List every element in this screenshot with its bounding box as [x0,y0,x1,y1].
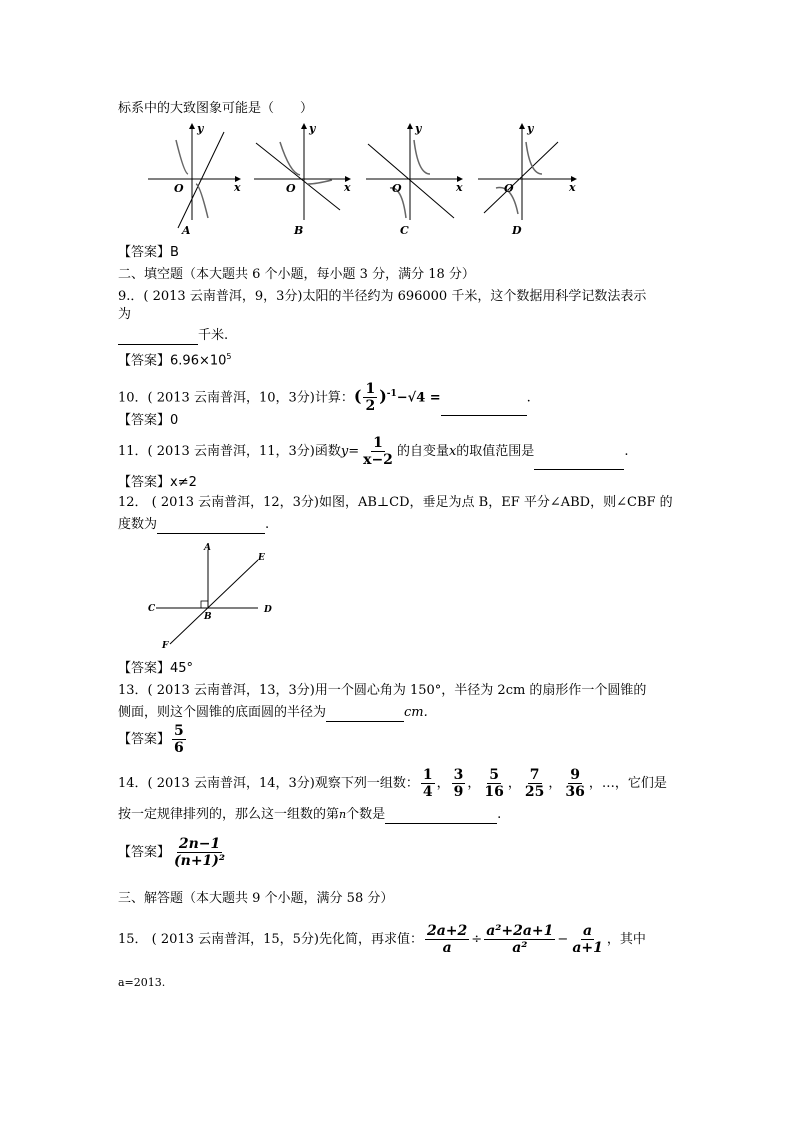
q12-prefix: 度数为 [118,517,158,532]
q11-fraction: $\frac{1}{x-2}$ [363,435,393,468]
q10-fraction: $\frac{1}{2}$ [365,381,376,415]
graph-b-x: x [344,181,351,194]
q14-answer-label: 【答案】 [118,845,171,860]
q11-suffix1: 的自变量 [396,444,449,459]
q9-blank[interactable] [118,330,198,345]
q12-fig-d: D [264,605,272,615]
q13-answer [118,722,188,760]
graph-c-origin: O [392,182,402,195]
q15-op1: ÷ [471,932,483,947]
q11-answer: 【答案】x≠2 [118,475,197,490]
q15-op2: − [557,932,569,947]
graph-d-y: y [527,122,534,135]
graph-c [366,122,463,237]
q14-answer [118,834,229,874]
q12-fig-e: E [258,553,265,563]
q13-prefix: 侧面，则这个圆锥的底面圆的半径为 [118,705,327,720]
q11-x: x [448,444,457,459]
q9-line3 [118,327,228,345]
q14-n: n [339,808,347,821]
q10-answer: 【答案】0 [118,413,179,428]
q9-answer-exp: 5 [226,352,232,361]
q14-blank[interactable] [385,809,497,824]
graph-a-x: x [234,181,241,194]
q11-y: y= [340,444,360,459]
q10-line: 10．( 2013 云南普洱，10，3分)计算：( $\frac{1}{2}$ )$^{-1}$−√4 = . [118,381,531,415]
q14-prefix: 14．( 2013 云南普洱，14，3分)观察下列一组数： [118,776,419,791]
q10-prefix: 10．( 2013 云南普洱，10，3分)计算： [118,390,354,406]
graph-b-y: y [309,122,316,135]
q12-answer: 【答案】45° [118,661,194,676]
graph-d-x: x [569,181,576,194]
section2-heading: 二、填空题（本大题共 6 个小题，每小题 3 分，满分 18 分） [118,267,475,282]
graph-a-y: y [197,122,204,135]
q10-rest: −√4 = [396,390,441,406]
q13-line1: 13．( 2013 云南普洱，13，3分)用一个圆心角为 150°，半径为 2cm 的扇形作一个圆锥的 [118,683,647,698]
q9-line1: 9.．( 2013 云南普洱，9，3分)太阳的半径约为 696000 千米，这个数据用科学记数法表示 [118,289,647,304]
q10-exp: -1 [386,389,397,399]
q9-unit: 千米. [198,328,229,343]
graph-a [148,122,241,237]
graph-c-label: C [400,224,409,237]
graph-d-origin: O [504,182,514,195]
graph-b [254,122,351,237]
section3-heading: 三、解答题（本大题共 9 个小题，满分 58 分） [118,891,394,906]
q14-sequence: $\frac{1}{4}$ ， $\frac{3}{9}$ ， $\frac{5}{16}$ ， $\frac{7}{25}$ ， $\frac{9}{36}$ [422,767,585,800]
graph-a-label: A [182,224,191,237]
q13-unit: cm. [404,705,428,720]
q12-fig-c: C [148,604,156,614]
q14-line2: 按一定规律排列的，那么这一组数的第n个数是 . [118,807,502,822]
q13-blank[interactable] [326,707,404,722]
q15-suffix: ，其中 [606,932,646,947]
q15-fraction3: $\frac{a}{a+1}$ [572,923,603,956]
q13-answer-fraction: $\frac{5}{6}$ [174,723,184,756]
q12-line2: 度数为 . [118,517,270,532]
q12-fig-b: B [204,612,212,622]
q9-answer [118,348,232,370]
graph-d [478,122,576,237]
graph-c-x: x [456,181,463,194]
q14-fraction: $\frac{1}{4}$ [422,767,433,800]
q12-fig-f: F [162,641,169,651]
q12-blank[interactable] [157,519,265,534]
q11-line: 11．( 2013 云南普洱，11，3分)函数y= $\frac{1}{x-2}$ 的自变量x的取值范围是 . [118,435,629,468]
q14-fraction: $\frac{3}{9}$ [453,767,464,800]
q12-fig-a: A [204,543,211,553]
graph-options [140,118,590,238]
q15-fraction2: $\frac{\text{a²+2a+1}}{\text{a²}}$ [486,923,554,956]
q14-suffix: ，…，它们是 [588,776,667,791]
graph-d-label: D [512,224,522,237]
graph-b-origin: O [286,182,296,195]
q14-fraction: $\frac{5}{16}$ [484,767,504,800]
q10-blank[interactable] [441,401,527,416]
intro-line: 标系中的大致图象可能是（ ） [118,101,314,116]
q13-line2 [118,704,428,722]
graph-a-origin: O [174,182,184,195]
q11-suffix2: 的取值范围是 [456,444,535,459]
q15-prefix: 15． ( 2013 云南普洱，15，5分)先化简，再求值： [118,932,423,947]
graph-b-label: B [294,224,304,237]
q14-line1 [118,766,667,802]
q15-fraction1: $\frac{2a+2}{a}$ [426,923,468,956]
q9-answer-value: 6.96×10 [170,353,227,369]
q8-answer: 【答案】B [118,245,179,260]
q14-answer-fraction: $\frac{2n-1}{\text{(n+1)²}}$ [174,836,226,869]
q15-line2: a=2013. [118,976,166,989]
q12-figure [146,538,286,656]
q11-prefix: 11．( 2013 云南普洱，11，3分)函数 [118,444,341,459]
q9-answer-label: 【答案】 [118,353,171,369]
q14-suffix2: 个数是 [346,807,386,822]
q14-prefix2: 按一定规律排列的，那么这一组数的第 [118,807,340,822]
q9-line2: 为 [118,307,132,322]
q11-blank[interactable] [534,455,624,470]
q13-answer-label: 【答案】 [118,732,171,747]
q15-line1 [118,920,646,960]
q14-fraction: $\frac{7}{25}$ [524,767,545,800]
q14-fraction: $\frac{9}{36}$ [565,767,585,800]
q12-line1: 12． ( 2013 云南普洱，12，3分)如图，AB⊥CD，垂足为点 B，EF 平分∠ABD，则∠CBF 的 [118,495,673,510]
graph-c-y: y [415,122,422,135]
